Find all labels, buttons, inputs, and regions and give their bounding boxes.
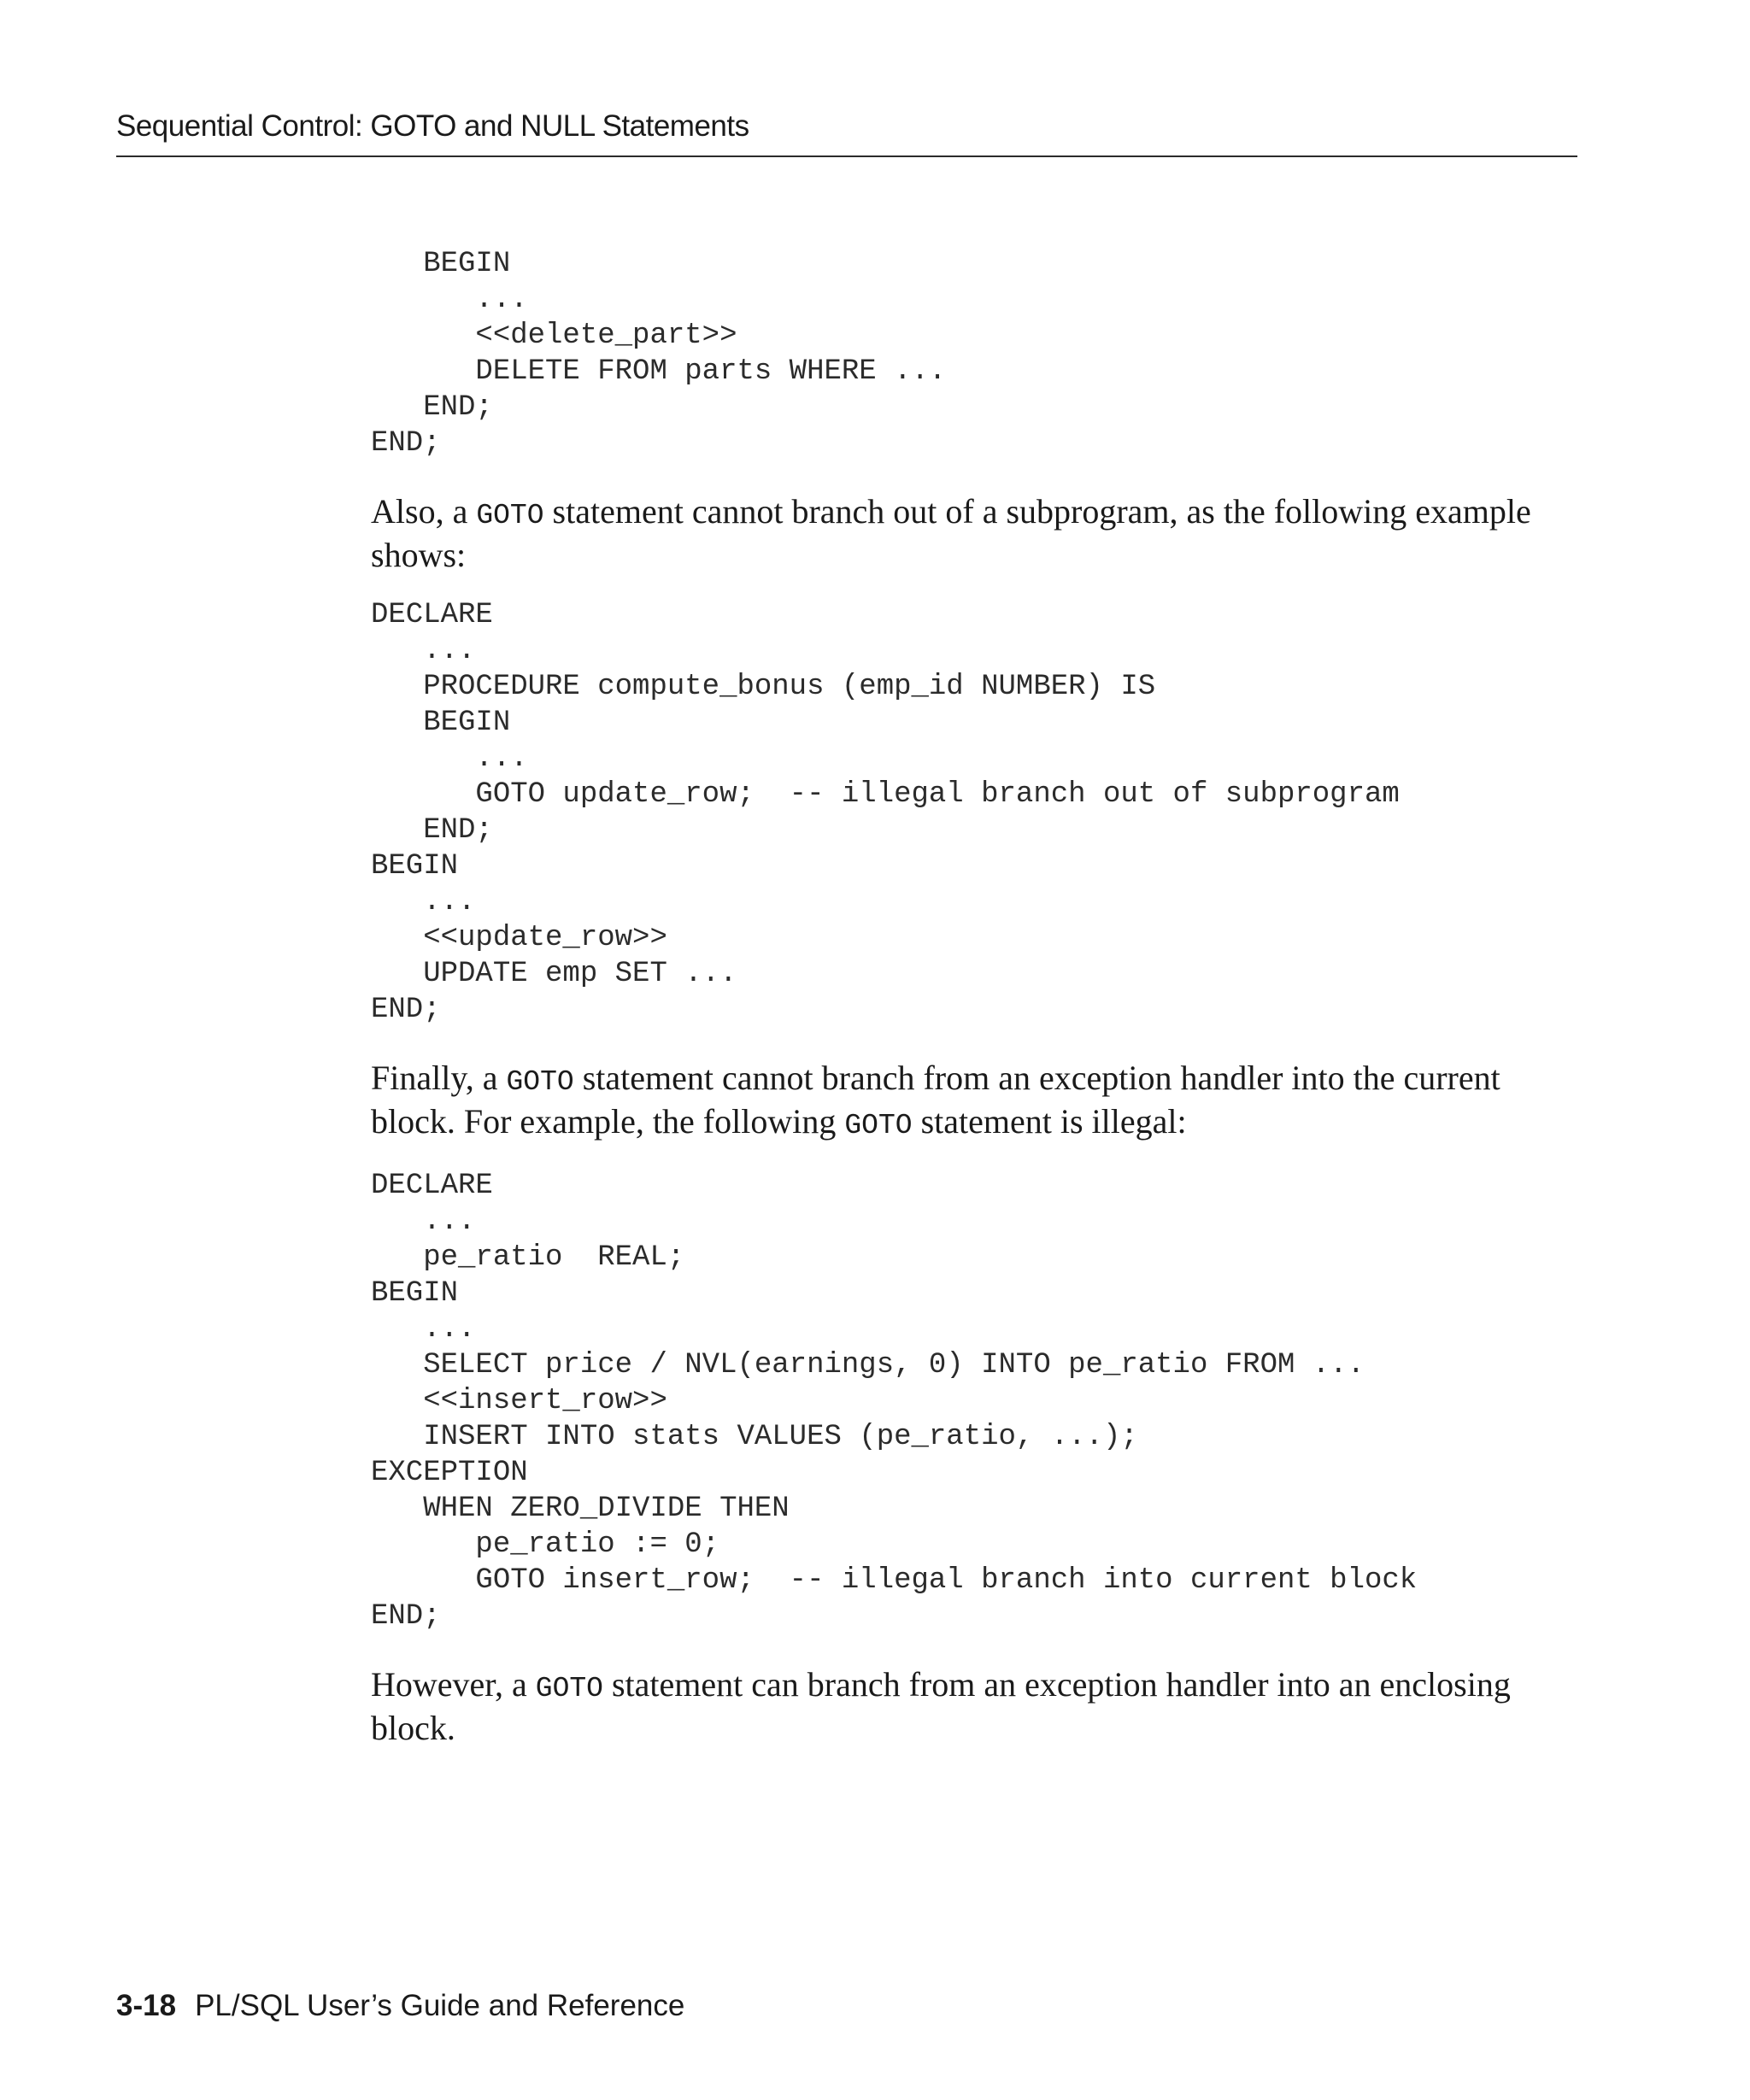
inline-code-goto: GOTO	[476, 500, 544, 531]
paragraph-subprogram-branch	[371, 492, 1584, 575]
code-example-delete-part: BEGIN ... <<delete_part>> DELETE FROM parts WHERE ... END; END;	[371, 248, 947, 460]
paragraph-enclosing-block	[371, 1665, 1584, 1748]
code-example-insert-row: DECLARE ... pe_ratio REAL; BEGIN ... SELECT price / NVL(earnings, 0) INTO pe_ratio FROM ... <<insert_row>> INSERT INTO stats VALUES (pe_ratio, ...); EXCEPTION WHEN ZERO_DIVIDE THEN pe_ratio := 0; GOTO insert_row; -- illegal branch into current block END;	[371, 1170, 1418, 1633]
inline-code-goto: GOTO	[844, 1110, 913, 1141]
inline-code-goto: GOTO	[535, 1673, 603, 1704]
book-title: PL/SQL User’s Guide and Reference	[195, 1989, 685, 2022]
header-divider	[116, 155, 1577, 157]
paragraph-text: statement can branch from an exception handler into an enclosing block.	[371, 1665, 1511, 1747]
paragraph-exception-handler-branch	[371, 1059, 1584, 1146]
code-example-compute-bonus: DECLARE ... PROCEDURE compute_bonus (emp_id NUMBER) IS BEGIN ... GOTO update_row; -- illegal branch out of subprogram END; BEGIN ... <<update_row>> UPDATE emp SET ... END;	[371, 599, 1400, 1026]
paragraph-text: statement is illegal:	[912, 1102, 1187, 1141]
paragraph-text: statement cannot branch from an exception handler into the current block. For example, the following	[371, 1059, 1500, 1141]
inline-code-goto: GOTO	[506, 1066, 574, 1098]
running-header: Sequential Control: GOTO and NULL Statements	[116, 109, 749, 143]
page-footer	[116, 1989, 684, 2023]
paragraph-text: Also, a	[371, 492, 477, 531]
paragraph-text: Finally, a	[371, 1059, 507, 1097]
page-number: 3-18	[116, 1989, 177, 2022]
paragraph-text: However, a	[371, 1665, 536, 1704]
page-content	[371, 246, 1584, 1748]
paragraph-text: statement cannot branch out of a subprogram, as the following example shows:	[371, 492, 1531, 574]
